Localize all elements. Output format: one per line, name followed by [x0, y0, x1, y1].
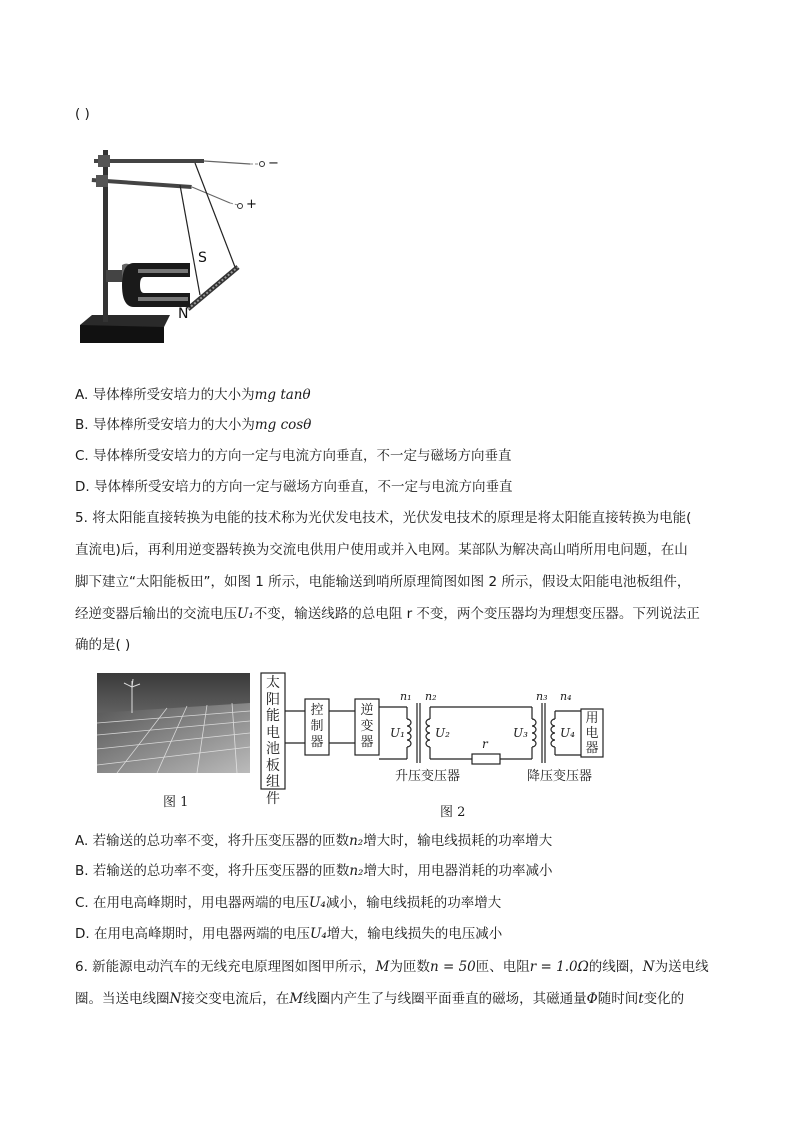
q6-l2-e: 变化的 [643, 991, 685, 1007]
solar-field-photo [97, 673, 250, 773]
u4-label: U₄ [560, 726, 575, 740]
q6-l1-d: 的线圈， [588, 959, 643, 975]
q6-l2-c: 线圈内产生了与线圈平面垂直的磁场，其磁通量 [303, 991, 587, 1007]
q6-l2-b: 接交变电流后，在 [181, 991, 290, 1007]
q5-option-b-post: 增大时，用电器消耗的功率减小 [363, 863, 553, 879]
q4-option-c: C. 导体棒所受安培力的方向一定与电流方向垂直，不一定与磁场方向垂直 [75, 448, 512, 464]
q6-l1-a: 6. 新能源电动汽车的无线充电原理图如图甲所示， [75, 959, 376, 975]
r-label: r [482, 737, 488, 751]
q4-option-d: D. 导体棒所受安培力的方向一定与磁场方向垂直，不一定与电流方向垂直 [75, 479, 513, 495]
q5-stem-line4 [75, 604, 700, 624]
q5-stem-line4-post: 不变，输送线路的总电阻 r 不变，两个变压器均为理想变压器。下列说法正 [253, 606, 700, 622]
u2-label: U₂ [435, 726, 450, 740]
q6-stem-line2 [75, 989, 684, 1009]
step-up-label: 升压变压器 [395, 769, 461, 784]
q4-option-a-math: mg tanθ [254, 387, 311, 403]
q4-option-b-math: mg cosθ [254, 417, 312, 433]
transmission-diagram [257, 671, 607, 807]
q5-option-d-post: 增大，输电线损失的电压减小 [326, 926, 503, 942]
q5-option-d [75, 924, 502, 944]
q5-option-a-post: 增大时，输电线损耗的功率增大 [363, 833, 553, 849]
n4-label: n₄ [560, 690, 572, 703]
q5-stem-line4-math: U₁ [237, 606, 254, 622]
load-block-label: 用电器 [585, 711, 599, 756]
q5-option-a [75, 831, 552, 851]
q5-option-b-math: n₂ [349, 863, 364, 879]
controller-block-label: 控制器 [310, 703, 324, 750]
q6-l1-n: n = 50 [430, 959, 476, 975]
solar-block-label: 太阳能电池板组件 [266, 675, 280, 807]
q5-option-b-pre: B. 若输送的总功率不变，将升压变压器的匝数 [75, 863, 350, 879]
q6-l2-phi: Φ [586, 991, 598, 1007]
q6-l2-N: N [169, 991, 182, 1007]
figure1-caption: 图 1 [163, 795, 189, 810]
q6-l1-r: r = 1.0Ω [529, 959, 589, 975]
inverter-block-label: 逆变器 [360, 703, 374, 750]
apparatus-figure [70, 145, 280, 355]
q5-stem-line3: 脚下建立“太阳能板田”，如图 1 所示，电能输送到哨所原理简图如图 2 所示，假设太阳能电池板组件， [75, 574, 691, 590]
label-minus: − [268, 156, 279, 171]
q5-stem-line4-pre: 经逆变器后输出的交流电压 [75, 606, 237, 622]
step-down-label: 降压变压器 [527, 769, 593, 784]
figure2-caption: 图 2 [440, 805, 466, 820]
label-n: N [178, 306, 189, 322]
q5-option-a-pre: A. 若输送的总功率不变，将升压变压器的匝数 [75, 833, 350, 849]
q5-option-c-post: 减小，输电线损耗的功率增大 [325, 895, 502, 911]
q4-option-a-text: A. 导体棒所受安培力的大小为 [75, 387, 255, 403]
q5-option-d-math: U₄ [309, 926, 327, 942]
q5-option-d-pre: D. 在用电高峰期时，用电器两端的电压 [75, 926, 310, 942]
q6-stem-line1 [75, 957, 709, 977]
q6-l1-b: 为匝数 [389, 959, 430, 975]
q6-l1-e: 为送电线 [654, 959, 709, 975]
q5-option-b [75, 861, 552, 881]
q6-l2-t: t [638, 991, 644, 1007]
q4-option-a [75, 385, 311, 405]
q5-option-c-math: U₄ [309, 895, 326, 911]
n1-label: n₁ [400, 690, 412, 703]
label-plus: + [246, 197, 257, 212]
n3-label: n₃ [536, 690, 548, 703]
q5-option-c [75, 893, 501, 913]
u1-label: U₁ [390, 726, 405, 740]
q6-l2-d: 随时间 [597, 991, 639, 1007]
q6-l2-M: M [289, 991, 304, 1007]
q5-stem-line1: 5. 将太阳能直接转换为电能的技术称为光伏发电技术，光伏发电技术的原理是将太阳能直接转换为电能( [75, 510, 692, 526]
n2-label: n₂ [425, 690, 437, 703]
q6-l2-a: 圈。当送电线圈 [75, 991, 170, 1007]
q5-option-c-pre: C. 在用电高峰期时，用电器两端的电压 [75, 895, 310, 911]
q5-option-a-math: n₂ [349, 833, 364, 849]
q6-l1-c: 匝、电阻 [475, 959, 530, 975]
answer-bracket: ( ) [75, 106, 90, 122]
q5-stem-line2: 直流电)后，再利用逆变器转换为交流电供用户使用或并入电网。某部队为解决高山哨所用电问题，在山 [75, 542, 688, 558]
u3-label: U₃ [513, 726, 528, 740]
q5-stem-line5: 确的是( ) [75, 637, 131, 653]
q6-l1-N: N [642, 959, 655, 975]
q6-l1-m: M [375, 959, 390, 975]
q4-option-b [75, 415, 311, 435]
label-s: S [198, 250, 207, 266]
q4-option-b-text: B. 导体棒所受安培力的大小为 [75, 417, 255, 433]
